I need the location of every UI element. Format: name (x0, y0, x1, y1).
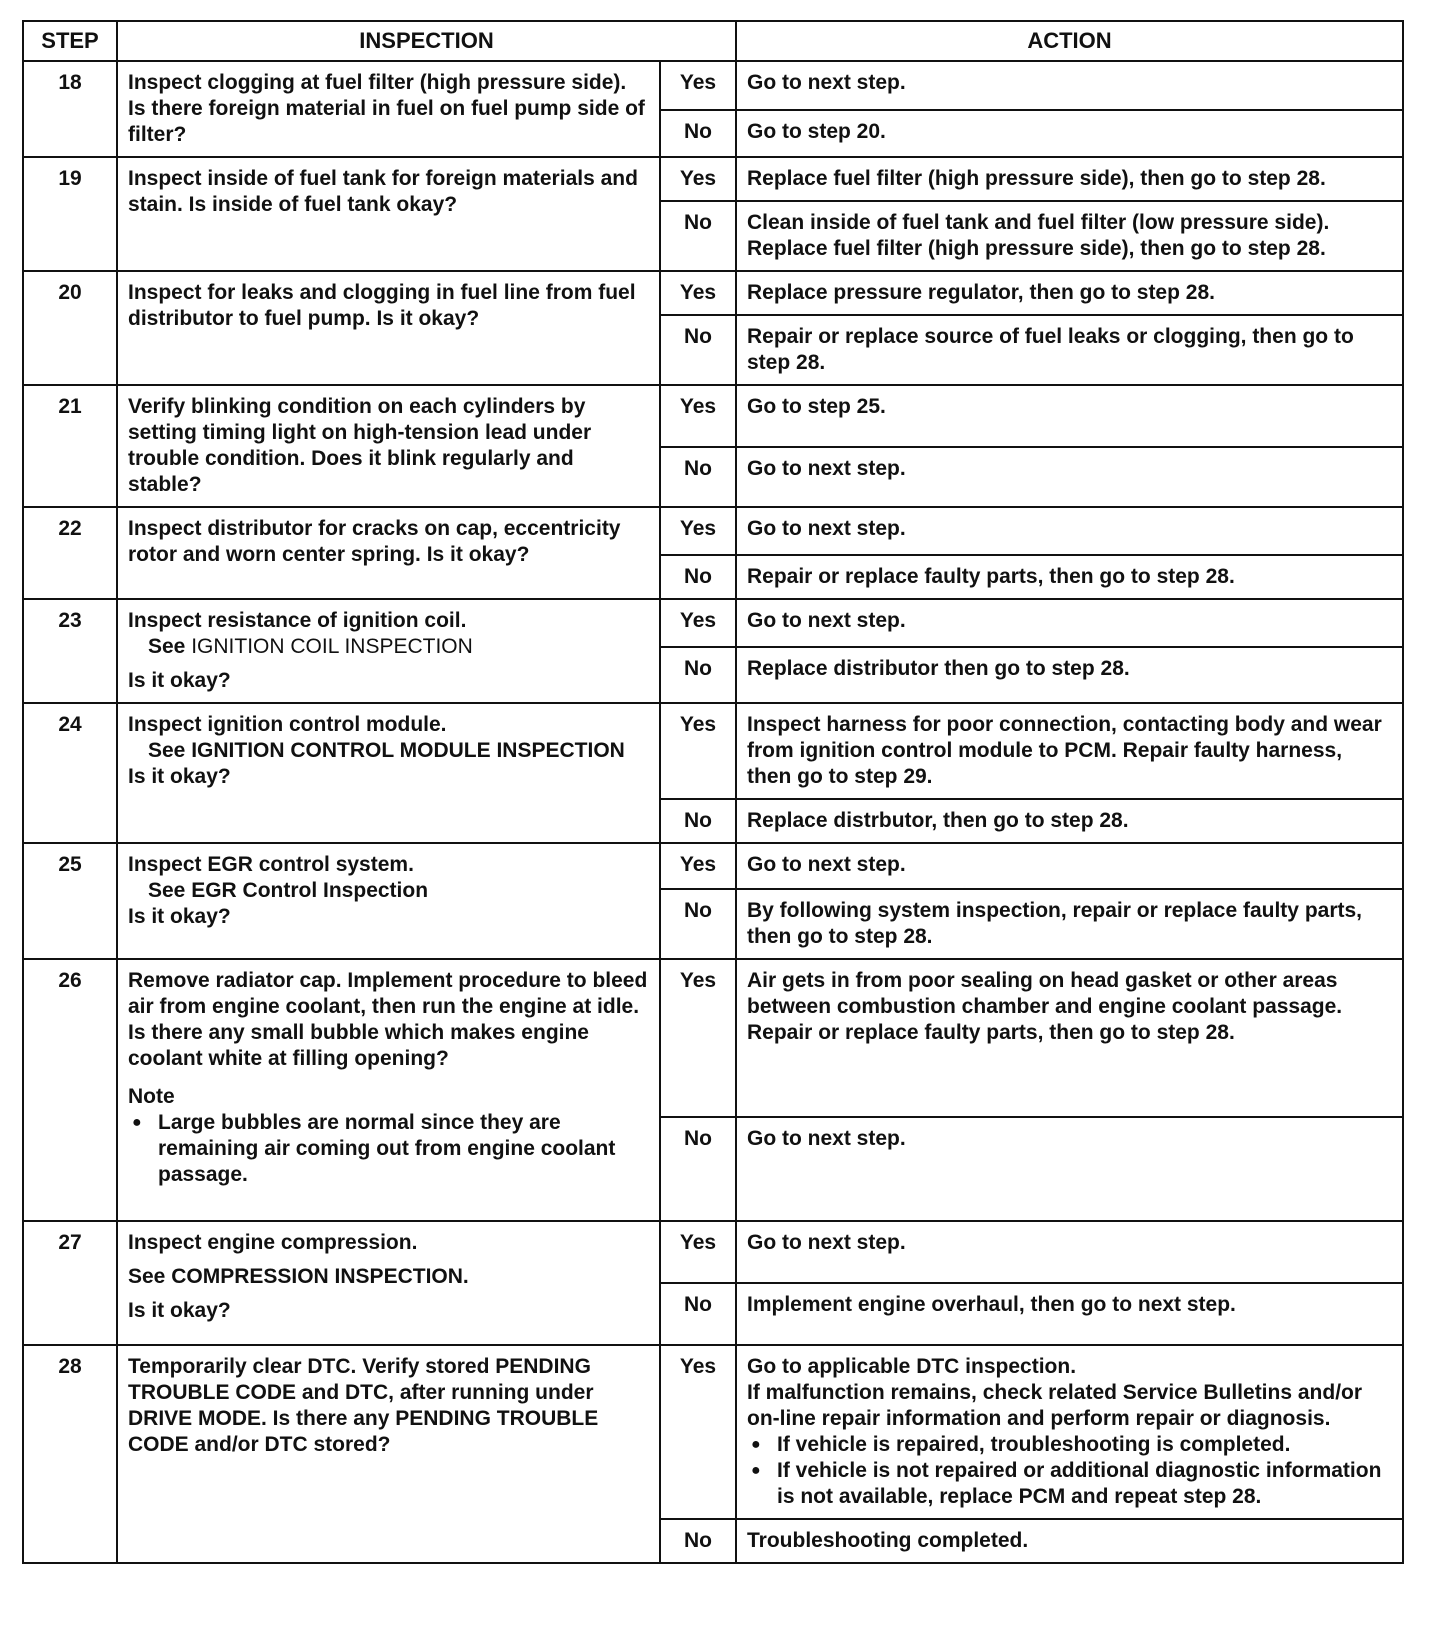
inspection-cell (117, 843, 660, 959)
action-no (736, 555, 1403, 599)
step-number: 26 (23, 959, 117, 1221)
answer-yes: Yes (660, 843, 736, 889)
answer-no: No (660, 315, 736, 385)
action-text: Go to next step. (747, 1127, 906, 1150)
step-number: 18 (23, 61, 117, 157)
inspection-text: Remove radiator cap. Implement procedure to bleed air from engine coolant, then run the engine at idle. Is there any small bubble which makes engine coolant white at filling opening? (128, 969, 648, 1070)
answer-no: No (660, 201, 736, 271)
step-row (23, 271, 1403, 315)
answer-yes: Yes (660, 157, 736, 201)
step-row (23, 703, 1403, 799)
inspection-question: Is it okay? (128, 669, 231, 692)
step-row (23, 61, 1403, 110)
answer-no: No (660, 110, 736, 157)
action-no (736, 201, 1403, 271)
inspection-cell (117, 1345, 660, 1563)
action-text: Repair or replace faulty parts, then go to step 28. (747, 565, 1235, 588)
reference-text: IGNITION COIL INSPECTION (191, 635, 473, 658)
step-number: 20 (23, 271, 117, 385)
action-text: Replace distrbutor, then go to step 28. (747, 809, 1129, 832)
action-text: Go to step 20. (747, 120, 886, 144)
inspection-text: Temporarily clear DTC. Verify stored PENDING TROUBLE CODE and DTC, after running under DRIVE MODE. Is there any PENDING TROUBLE CODE and/or DTC stored? (128, 1355, 599, 1456)
note-title: Note (128, 1085, 175, 1108)
action-bullet: ● If vehicle is not repaired or additional diagnostic information is not available, replace PCM and repeat step 28. (747, 1458, 1392, 1510)
step-number: 19 (23, 157, 117, 271)
action-text: Replace pressure regulator, then go to step 28. (747, 281, 1215, 304)
answer-yes: Yes (660, 61, 736, 110)
inspection-cell (117, 959, 660, 1221)
action-no (736, 799, 1403, 843)
answer-no: No (660, 447, 736, 507)
action-text: Clean inside of fuel tank and fuel filter (low pressure side). Replace fuel filter (high pressure side), then go to step 28. (747, 211, 1330, 260)
action-yes (736, 61, 1403, 110)
inspection-text: Inspect engine compression. (128, 1231, 418, 1254)
action-no (736, 889, 1403, 959)
action-text: Troubleshooting completed. (747, 1529, 1029, 1552)
action-no (736, 315, 1403, 385)
inspection-cell (117, 1221, 660, 1345)
header-inspection: INSPECTION (117, 21, 736, 61)
answer-no: No (660, 555, 736, 599)
step-row (23, 959, 1403, 1117)
reference-text: See IGNITION CONTROL MODULE INSPECTION (148, 739, 625, 762)
answer-no: No (660, 647, 736, 703)
action-text: Replace distributor then go to step 28. (747, 657, 1130, 680)
action-text: By following system inspection, repair or replace faulty parts, then go to step 28. (747, 899, 1362, 948)
inspection-cell (117, 703, 660, 843)
inspection-text: Inspect resistance of ignition coil. (128, 609, 467, 632)
action-text: If malfunction remains, check related Service Bulletins and/or on-line repair information and perform repair or diagnosis. (747, 1381, 1363, 1430)
inspection-text: Verify blinking condition on each cylinders by setting timing light on high-tension lead under trouble condition. Does it blink regularly and stable? (128, 395, 592, 496)
inspection-text: Inspect EGR control system. (128, 853, 414, 876)
inspection-question: Is it okay? (128, 1299, 231, 1322)
step-number: 21 (23, 385, 117, 507)
inspection-cell (117, 385, 660, 507)
answer-yes: Yes (660, 271, 736, 315)
inspection-cell (117, 61, 660, 157)
answer-yes: Yes (660, 703, 736, 799)
step-number: 28 (23, 1345, 117, 1563)
action-text: Air gets in from poor sealing on head gasket or other areas between combustion chamber and engine coolant passage. Repair or replace faulty parts, then go to step 28. (747, 969, 1343, 1044)
answer-no: No (660, 1519, 736, 1563)
action-yes (736, 843, 1403, 889)
action-yes (736, 1345, 1403, 1519)
answer-yes: Yes (660, 1345, 736, 1519)
action-yes (736, 703, 1403, 799)
answer-no: No (660, 1117, 736, 1221)
header-row (23, 21, 1403, 61)
action-bullet-list (747, 1432, 1392, 1510)
action-no (736, 1283, 1403, 1345)
action-text: Go to next step. (747, 609, 906, 632)
action-yes (736, 385, 1403, 447)
reference-text: See EGR Control Inspection (148, 879, 429, 902)
inspection-question: Is it okay? (128, 905, 231, 928)
inspection-question: Is it okay? (128, 765, 231, 788)
header-step: STEP (23, 21, 117, 61)
step-number: 22 (23, 507, 117, 599)
action-text: Go to next step. (747, 1231, 906, 1254)
inspection-text: Inspect for leaks and clogging in fuel line from fuel distributor to fuel pump. Is it okay? (128, 281, 636, 330)
inspection-cell (117, 599, 660, 703)
action-yes (736, 1221, 1403, 1283)
action-yes (736, 599, 1403, 647)
troubleshooting-table (22, 20, 1404, 1564)
step-row (23, 507, 1403, 555)
answer-no: No (660, 889, 736, 959)
note-item: ● Large bubbles are normal since they are remaining air coming out from engine coolant passage. (128, 1110, 649, 1188)
inspection-cell (117, 271, 660, 385)
step-row (23, 843, 1403, 889)
step-row (23, 599, 1403, 647)
reference-prefix: See (148, 635, 186, 658)
action-text: Go to next step. (747, 853, 906, 876)
header-action: ACTION (736, 21, 1403, 61)
reference-line (128, 634, 649, 660)
reference-text: See COMPRESSION INSPECTION. (128, 1265, 469, 1288)
answer-yes: Yes (660, 959, 736, 1117)
step-number: 24 (23, 703, 117, 843)
action-no (736, 110, 1403, 157)
answer-yes: Yes (660, 599, 736, 647)
note-list (128, 1110, 649, 1188)
step-row (23, 157, 1403, 201)
action-text: Go to next step. (747, 517, 906, 540)
action-yes (736, 157, 1403, 201)
step-row (23, 1221, 1403, 1283)
action-text: Go to next step. (747, 71, 906, 94)
answer-no: No (660, 799, 736, 843)
action-no (736, 447, 1403, 507)
step-row (23, 1345, 1403, 1519)
step-number: 27 (23, 1221, 117, 1345)
action-text: Go to step 25. (747, 395, 886, 418)
action-yes (736, 271, 1403, 315)
step-number: 23 (23, 599, 117, 703)
inspection-cell (117, 157, 660, 271)
step-row (23, 385, 1403, 447)
inspection-text: Inspect ignition control module. (128, 713, 447, 736)
action-text: Go to next step. (747, 457, 906, 480)
answer-yes: Yes (660, 507, 736, 555)
answer-yes: Yes (660, 1221, 736, 1283)
action-text: Implement engine overhaul, then go to next step. (747, 1293, 1236, 1316)
step-number: 25 (23, 843, 117, 959)
inspection-text: Inspect distributor for cracks on cap, eccentricity rotor and worn center spring. Is it okay? (128, 517, 621, 566)
action-text: Repair or replace source of fuel leaks or clogging, then go to step 28. (747, 325, 1354, 374)
action-yes (736, 507, 1403, 555)
action-text: Inspect harness for poor connection, contacting body and wear from ignition control module to PCM. Repair faulty harness, then go to step 29. (747, 713, 1382, 788)
action-text: Replace fuel filter (high pressure side), then go to step 28. (747, 167, 1326, 190)
action-no (736, 1117, 1403, 1221)
action-text: Go to applicable DTC inspection. (747, 1355, 1077, 1378)
action-yes (736, 959, 1403, 1117)
inspection-cell (117, 507, 660, 599)
action-no (736, 1519, 1403, 1563)
inspection-text: Inspect inside of fuel tank for foreign materials and stain. Is inside of fuel tank okay? (128, 167, 638, 216)
answer-yes: Yes (660, 385, 736, 447)
action-bullet: ● If vehicle is repaired, troubleshooting is completed. (747, 1432, 1392, 1458)
action-no (736, 647, 1403, 703)
inspection-text: Inspect clogging at fuel filter (high pressure side). Is there foreign material in fuel on fuel pump side of filter? (128, 71, 645, 146)
answer-no: No (660, 1283, 736, 1345)
